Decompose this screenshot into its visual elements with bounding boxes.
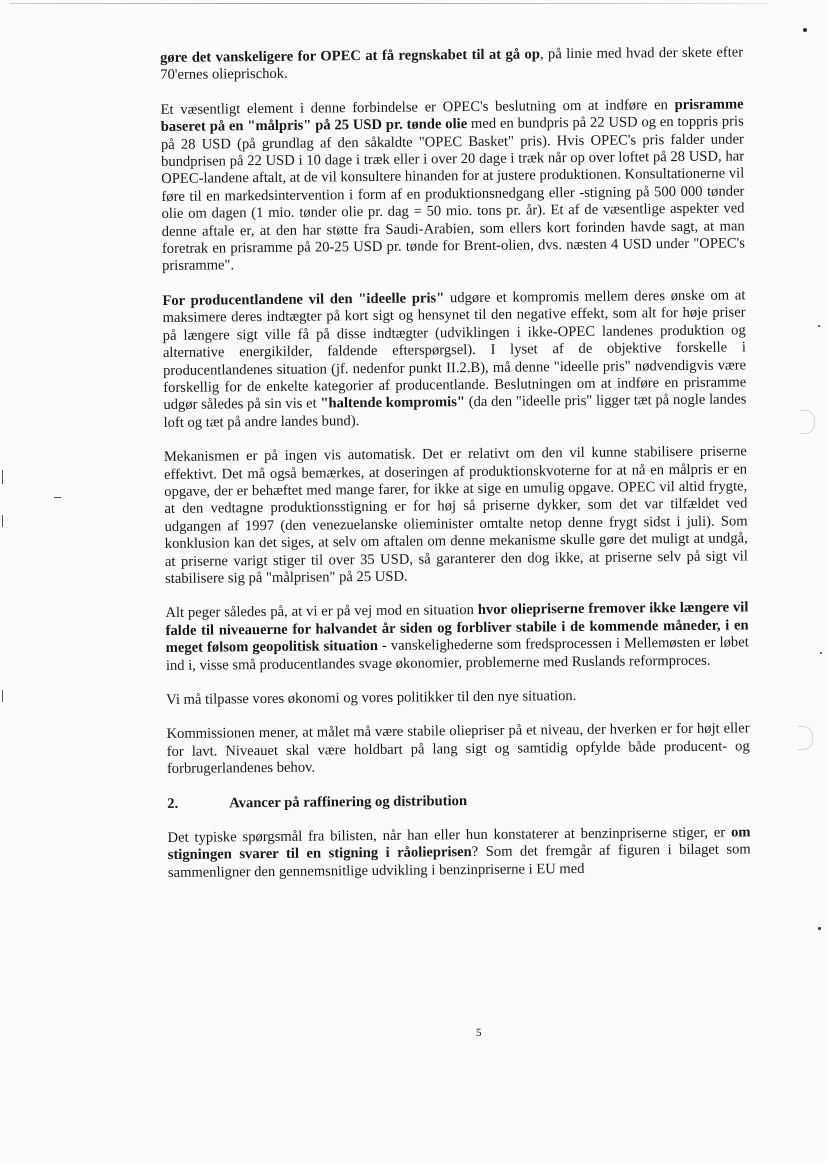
bold-text-segment: For producentlandene vil den "ideelle pris" <box>162 290 445 309</box>
text-segment: Vi må tilpasse vores økonomi og vores politikker til den nye situation. <box>166 688 577 708</box>
text-segment: (da den "ideelle pris" ligger tæt på nogle landes loft og tæt på andre landes bund). <box>163 391 747 431</box>
text-segment: ? Som det fremgår af figuren i bilaget som sammenligner den gennemsnitlige udvikling i benzinpriserne i EU med <box>167 841 751 881</box>
bold-text-segment: prisramme baseret på en "målpris" på 25 USD pr. tønde olie <box>160 96 744 136</box>
body-paragraph <box>162 287 746 432</box>
scan-margin-mark <box>54 497 61 498</box>
scan-speck <box>818 325 820 327</box>
scan-speck <box>820 652 822 654</box>
bleed-through-mark <box>800 410 815 434</box>
top-scan-rule <box>10 3 767 4</box>
document-body <box>160 44 751 899</box>
text-segment: med en bundpris på 22 USD og en toppris pris på 28 USD (på grundlag af den såkaldte "OPEC Basket" pris). Hvis OPEC's pris falder under bundprisen på 22 USD i 10 dage i træk eller i over 20 dage i træk når op over loftet på 28 USD, har OPEC-landene aftalt, at de vil konsultere hinanden for at justere produktionen. Konsultationerne vil føre til en markedsintervention i form af en produktionsnedgang eller -stigning på 500 000 tønder olie om dagen (1 mio. tønder olie pr. dag = 50 mio. tons pr. år). Et af de væsentlige aspekter ved denne aftale er, at den har støtte fra Saudi-Arabien, som ellers kort forinden havde sagt, at man foretrak en prisramme på 20-25 USD pr. tønde for Brent-olien, dvs. næsten 4 USD under "OPEC's prisramme". <box>160 113 745 275</box>
body-paragraph <box>160 96 745 276</box>
bold-text-segment: "haltende kompromis" <box>320 394 466 412</box>
text-segment: Alt peger således på, at vi er på vej mod en situation <box>165 602 478 622</box>
bleed-through-mark <box>798 726 813 750</box>
text-segment: , på linie med hvad der skete efter 70'ernes olieprischok. <box>160 44 744 84</box>
bold-text-segment: gøre det vanskeligere for OPEC at få regnskabet til at gå op <box>160 46 541 66</box>
body-paragraph <box>166 721 749 779</box>
scan-speck <box>803 28 807 32</box>
text-segment: Mekanismen er på ingen vis automatisk. Det er relativt om den vil kunne stabilisere priserne effektivt. Det må også bemærkes, at doseringen af produktionskvoterne for at nå en målpris er en opgave, der er behæftet med mange farer, for ikke at sige en umulig opgave. OPEC vil altid frygte, at den vedtagne produktionsstigning er for høj så priserne dykker, som det var tilfældet ved udgangen af 1997 (den venezuelanske olieminister omtalte netop denne frygt sidst i juli). Som konklusion kan det siges, at selv om aftalen om denne mekanisme skulle gøre det muligt at undgå, at priserne varigt stiger til over 35 USD, så garanterer den dog ikke, at priserne selv på sigt vil stabilisere sig på "målprisen" på 25 USD. <box>163 443 748 587</box>
scan-speck <box>818 927 821 930</box>
body-paragraph <box>160 44 743 84</box>
text-segment: Et væsentligt element i denne forbindelse er OPEC's beslutning om at indføre en <box>160 96 675 118</box>
page-number: 5 <box>475 1026 482 1040</box>
body-paragraph <box>165 600 749 675</box>
section-heading <box>167 790 750 813</box>
scan-margin-mark <box>2 690 3 702</box>
scan-margin-mark <box>2 470 3 484</box>
body-paragraph-continued <box>167 824 750 882</box>
text-segment: - vanskelighederne som fredsprocessen i Mellemøsten er løbet ind i, visse små producentlandes svage økonomier, problemerne med Ruslands reformproces. <box>165 634 749 674</box>
text-segment: Det typiske spørgsmål fra bilisten, når han eller hun konstaterer at benzinpriserne stiger, er <box>167 824 732 846</box>
section-title: Avancer på raffinering og distribution <box>229 792 468 811</box>
section-number: 2. <box>167 795 179 812</box>
text-segment: Kommissionen mener, at målet må være stabile oliepriser på et niveau, der hverken er for højt eller for lavt. Niveauet skal være holdbart på lang sigt og samtidig opfylde både producent- og forbrugerlandenes behov. <box>166 720 750 778</box>
text-segment: udgøre et kompromis mellem deres ønske om at maksimere deres indtægter på kort sigt og hensynet til den negative effekt, som alt for høje priser på længere sigt ville få på disse indtægter (udviklingen i ikke-OPEC landenes produktion og alternative energikilder, faldende efterspørgsel). I lyset af de objektive forskelle i producentlandenes situation (jf. nedenfor punkt II.2.B), må denne "ideelle pris" nødvendigvis være forskellig for de enkelte kategorier af producentlande. Beslutningen om at indføre en prisramme udgør således på sin vis et <box>162 287 747 414</box>
body-paragraph <box>164 444 748 589</box>
bold-text-segment: hvor oliepriserne fremover ikke længere vil falde til niveauerne for halvandet år siden og forbliver stabile i de kommende måneder, i en meget følsom geopolitisk situation <box>165 599 749 657</box>
body-paragraph <box>166 686 749 709</box>
bold-text-segment: om stigningen svarer til en stigning i råolieprisen <box>167 824 751 864</box>
scan-margin-mark <box>2 515 3 527</box>
